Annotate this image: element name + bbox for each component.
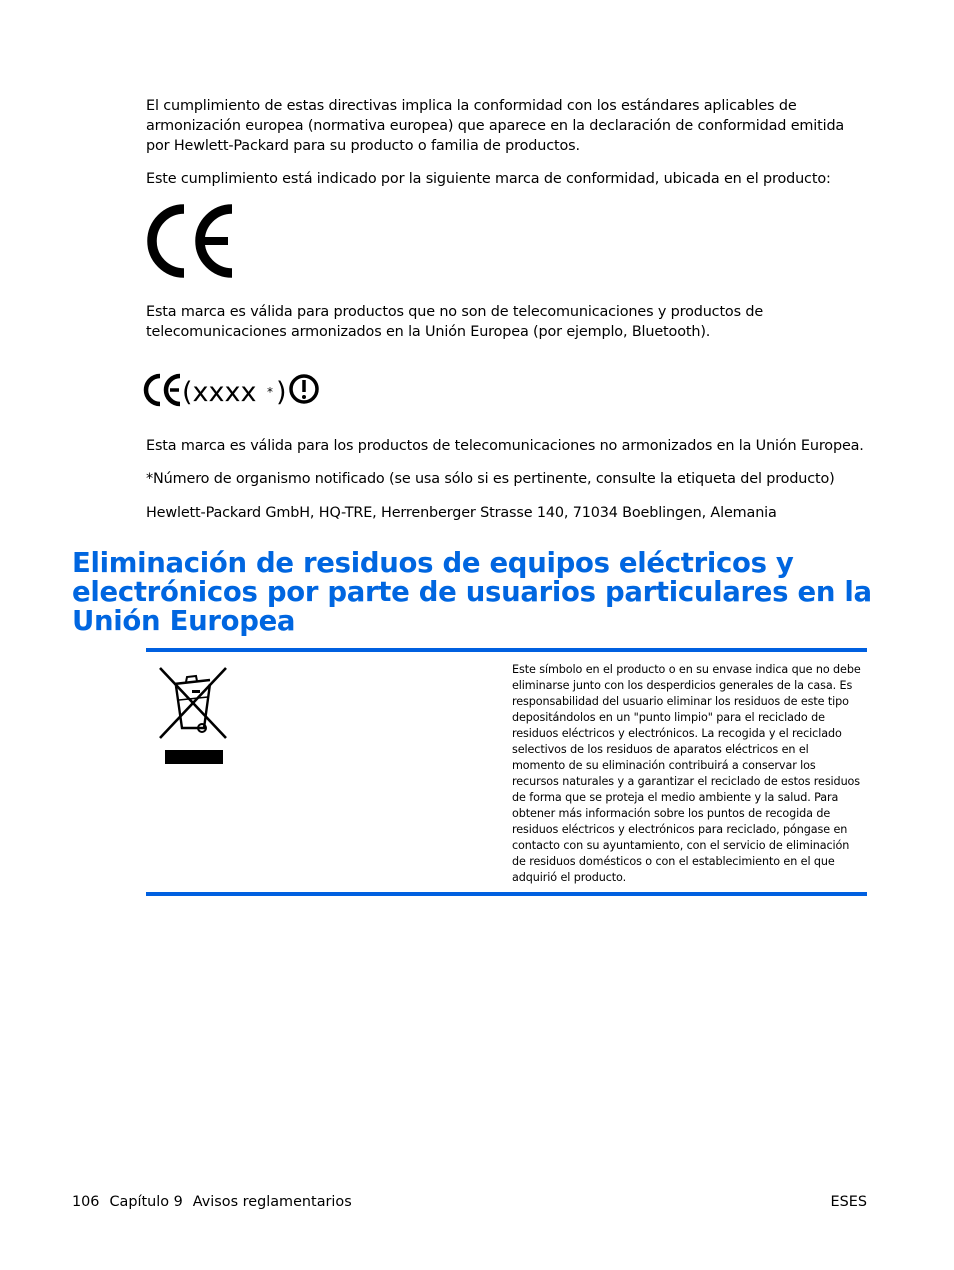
page-footer (72, 1192, 362, 1212)
section-title: Eliminación de residuos de equipos eléctricos y electrónicos por parte de usuarios particulares en la Unión Europea (72, 547, 872, 637)
weee-table (146, 648, 867, 896)
hp-address: Hewlett-Packard GmbH, HQ-TRE, Herrenberger Strasse 140, 71034 Boeblingen, Alemania (146, 505, 777, 521)
intro-paragraph: El cumplimiento de estas directivas implica la conformidad con los estándares aplicables de armonización europea (normativa europea) que aparece en la declaración de conformidad emitida por Hewlett-Packard para su producto o familia de productos. (146, 98, 845, 154)
weee-description: Este símbolo en el producto o en su envase indica que no debe eliminarse junto con los desperdicios generales de la casa. Es responsabilidad del usuario eliminar los residuos de este tipo depositándolos en un "punto limpio" para el reciclado de residuos eléctricos y electrónicos. La recogida y el reciclado selectivos de los residuos de aparatos eléctricos en el momento de su eliminación contribuirá a conservar los recursos naturales y a garantizar el reciclado de estos residuos de forma que se proteja el medio ambiente y la salud. Para obtener más información sobre los puntos de recogida de residuos eléctricos y electrónicos para reciclado, póngase en contacto con su ayuntamiento, con el servicio de eliminación de residuos domésticos o con el establecimiento en el que adquirió el producto. (512, 663, 861, 884)
ce-xxxx-star: * (267, 385, 273, 399)
telecom-paragraph: Esta marca es válida para los productos de telecomunicaciones no armonizados en la Unión Europea. (146, 438, 864, 454)
chapter-title: Avisos reglamentarios (192, 1194, 352, 1210)
page-number: 106 (72, 1194, 100, 1210)
ce-xxxx-close: ) (276, 377, 287, 408)
notified-body-note: *Número de organismo notificado (se usa sólo si es pertinente, consulte la etiqueta del producto) (146, 471, 835, 487)
chapter-label: Capítulo 9 (109, 1194, 183, 1210)
ce-xxxx-text: (xxxx (182, 377, 257, 408)
ce-mark-icon (146, 203, 238, 279)
locale-code: ESES (830, 1194, 867, 1210)
ce-alert-mark-icon (142, 368, 322, 412)
crossed-out-bin-icon (152, 662, 232, 772)
marking-paragraph: Este cumplimiento está indicado por la siguiente marca de conformidad, ubicada en el producto: (146, 171, 831, 187)
non-telecom-paragraph: Esta marca es válida para productos que no son de telecomunicaciones y productos de telecomunicaciones armonizados en la Unión Europea (por ejemplo, Bluetooth). (146, 304, 764, 340)
